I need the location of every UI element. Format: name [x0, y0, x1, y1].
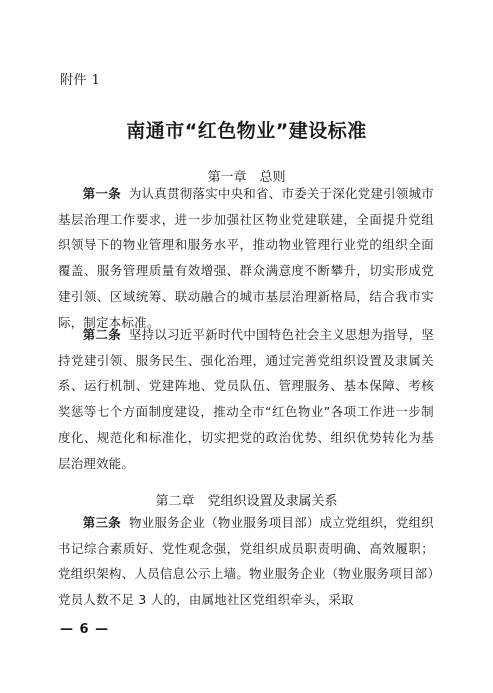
article-text: 坚持以习近平新时代中国特色社会主义思想为指导，坚持党建引领、服务民生、强化治理，通过完善党组织设置及隶属关系、运行机制、党建阵地、党员队伍、管理服务、基本保障、考核奖惩等七个方面制度建设，推动全市“红色物业”各项工作进一步制度化、规范化和标准化，切实把党的政治优势、组织优势转化为基层治理效能。	[58, 327, 434, 471]
article-number: 第三条	[82, 515, 121, 530]
article-text: 物业服务企业（物业服务项目部）成立党组织，党组织书记综合素质好、党性观念强，党组织成员职责明确、高效履职；党组织架构、人员信息公示上墙。物业服务企业（物业服务项目部）党员人数不足 3 人的，由属地社区党组织牵头，采取	[58, 515, 434, 608]
article-1	[58, 181, 434, 335]
article-text: 为认真贯彻落实中央和省、市委关于深化党建引领城市基层治理工作要求，进一步加强社区物业党建联建，全面提升党组织领导下的物业管理和服务水平，推动物业管理行业党的组织全面覆盖、服务管理质量有效增强、群众满意度不断攀升，切实形成党建引领、区域统筹、联动融合的城市基层治理新格局，结合我市实际，制定本标准。	[58, 186, 434, 330]
chapter-heading-2: 第二章 党组织设置及隶属关系	[155, 494, 338, 509]
chapter-heading-1: 第一章 总则	[207, 170, 286, 185]
article-number: 第二条	[82, 327, 121, 342]
page-number: — 6 —	[60, 622, 110, 637]
document-title: 南通市“红色物业”建设标准	[126, 120, 367, 142]
article-2	[58, 322, 434, 476]
attachment-label: 附件 1	[60, 73, 101, 88]
article-3	[58, 510, 434, 613]
article-number: 第一条	[82, 186, 121, 201]
